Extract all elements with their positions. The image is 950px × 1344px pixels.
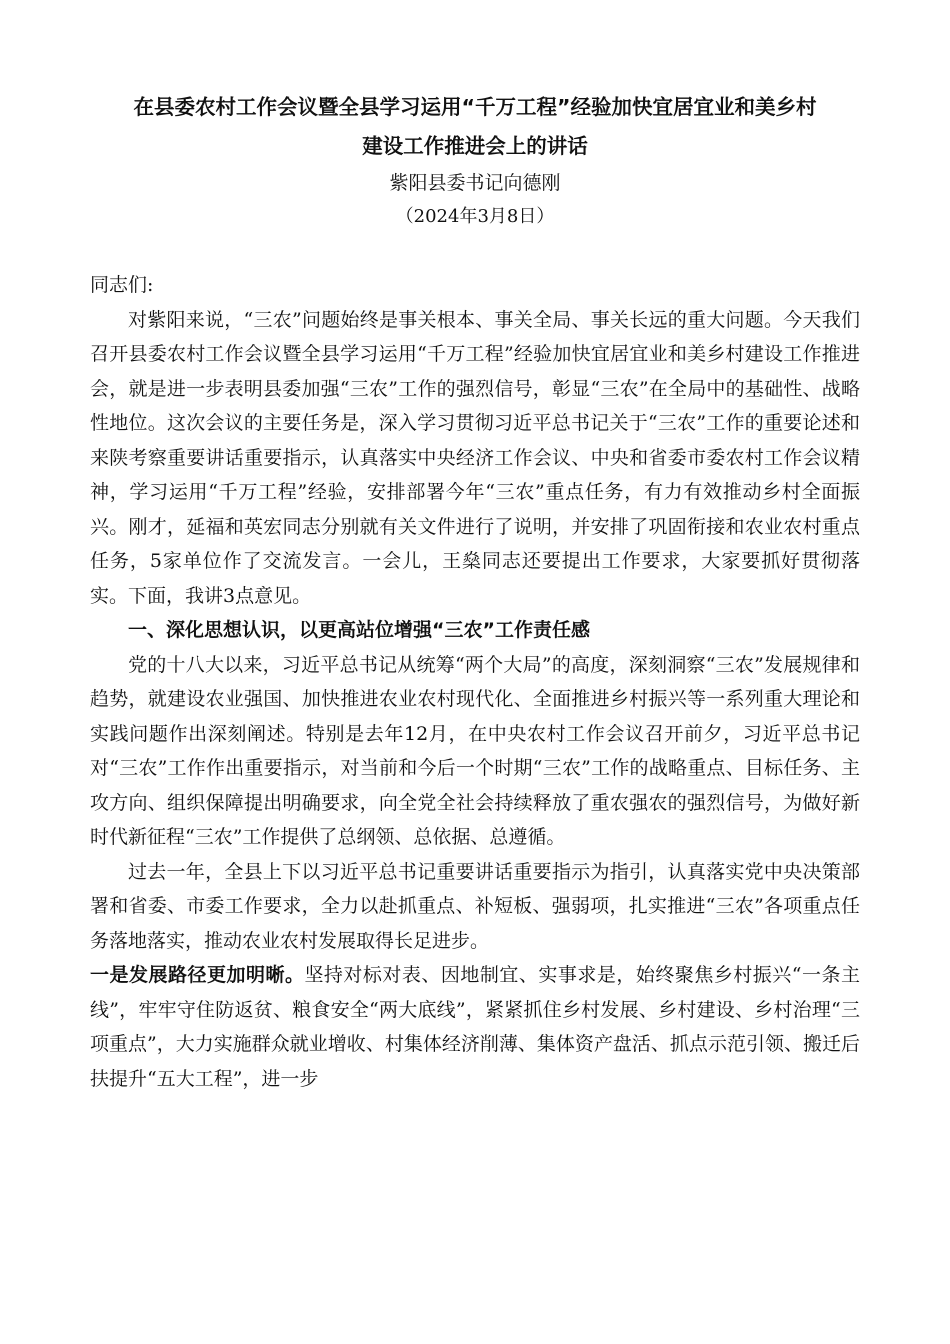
section-1-paragraph-2: 过去一年，全县上下以习近平总书记重要讲话重要指示为指引，认真落实党中央决策部署和省委、市委工作要求，全力以赴抓重点、补短板、强弱项，扎实推进“三农”各项重点任务落地落实，推动农业农村发展取得长足进步。 bbox=[90, 860, 860, 952]
point-1-lead: 一是发展路径更加明晰。 bbox=[90, 964, 305, 986]
point-1-text: 坚持对标对表、因地制宜、实事求是，始终聚焦乡村振兴“一条主线”，牢牢守住防返贫、粮食安全“两大底线”，紧紧抓住乡村发展、乡村建设、乡村治理“三项重点”，大力实施群众就业增收、村集体经济削薄、集体资产盘活、抓点示范引领、搬迁后扶提升“五大工程”，进一步 bbox=[90, 964, 860, 1090]
intro-paragraph: 对紫阳来说，“三农”问题始终是事关根本、事关全局、事关长远的重大问题。今天我们召开县委农村工作会议暨全县学习运用“千万工程”经验加快宜居宜业和美乡村建设工作推进会，就是进一步表明县委加强“三农”工作的强烈信号，彰显“三农”在全局中的基础性、战略性地位。这次会议的主要任务是，深入学习贯彻习近平总书记关于“三农”工作的重要论述和来陕考察重要讲话重要指示，认真落实中央经济工作会议、中央和省委市委农村工作会议精神，学习运用“千万工程”经验，安排部署今年“三农”重点任务，有力有效推动乡村全面振兴。刚才，延福和英宏同志分别就有关文件进行了说明，并安排了巩固衔接和农业农村重点任务，5家单位作了交流发言。一会儿，王燊同志还要提出工作要求，大家要抓好贯彻落实。下面，我讲3点意见。 bbox=[90, 308, 860, 607]
document-title-line-2: 建设工作推进会上的讲话 bbox=[362, 134, 588, 158]
section-1-heading: 一、深化思想认识，以更高站位增强“三农”工作责任感 bbox=[128, 619, 590, 641]
section-1-point-1 bbox=[90, 958, 860, 1096]
document-title-line-1: 在县委农村工作会议暨全县学习运用“千万工程”经验加快宜居宜业和美乡村 bbox=[133, 95, 817, 119]
document-author: 紫阳县委书记向德刚 bbox=[389, 172, 561, 194]
document-page bbox=[90, 88, 860, 1096]
salutation: 同志们: bbox=[90, 274, 154, 296]
document-date: （2024年3月8日） bbox=[395, 206, 555, 227]
section-1-paragraph-1: 党的十八大以来，习近平总书记从统筹“两个大局”的高度，深刻洞察“三农”发展规律和趋势，就建设农业强国、加快推进农业农村现代化、全面推进乡村振兴等一系列重大理论和实践问题作出深刻阐述。特别是去年12月，在中央农村工作会议召开前夕，习近平总书记对“三农”工作作出重要指示，对当前和今后一个时期“三农”工作的战略重点、目标任务、主攻方向、组织保障提出明确要求，向全党全社会持续释放了重农强农的强烈信号，为做好新时代新征程“三农”工作提供了总纲领、总依据、总遵循。 bbox=[90, 653, 860, 848]
